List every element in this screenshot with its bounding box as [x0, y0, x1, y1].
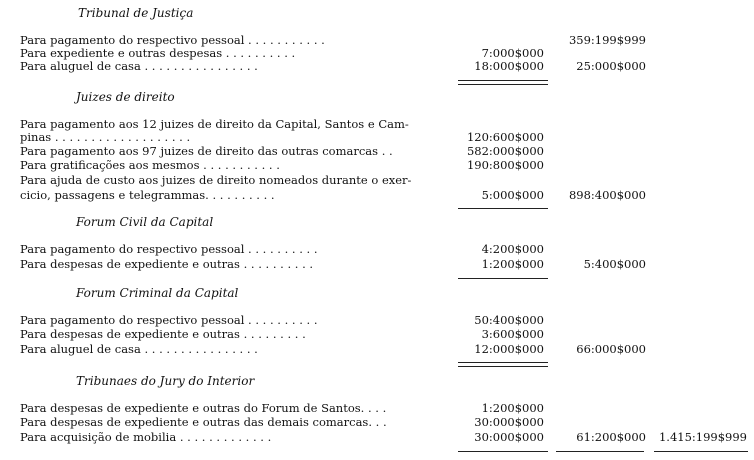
budget-row	[20, 343, 750, 356]
row-amount: 582:000$000	[466, 144, 544, 158]
row-subtotal: 898:400$000	[568, 188, 646, 202]
row-label: Para pagamento do respectivo pessoal . . . . . . . . . . .	[20, 33, 325, 47]
row-label: Para despesas de expediente e outras . . . . . . . . . .	[20, 257, 314, 271]
row-subtotal: 359:199$999	[568, 33, 646, 47]
sum-rule	[458, 451, 548, 452]
row-label: Para despesas de expediente e outras das demais comarcas. . .	[20, 415, 387, 429]
budget-row	[20, 174, 750, 187]
budget-row	[20, 402, 750, 415]
row-total: 1.415:199$999	[658, 430, 747, 444]
row-label: Para despesas de expediente e outras do Forum de Santos. . . .	[20, 401, 387, 415]
row-label: Para acquisição de mobilia . . . . . . . . . . . . .	[20, 430, 272, 444]
row-amount: 3:600$000	[481, 327, 544, 341]
row-amount: 1:200$000	[481, 257, 544, 271]
row-subtotal: 66:000$000	[576, 342, 646, 356]
row-amount: 5:000$000	[481, 188, 544, 202]
budget-row	[20, 328, 750, 341]
budget-row	[20, 145, 750, 158]
budget-row	[20, 416, 750, 429]
sum-rule	[556, 451, 644, 452]
row-amount: 4:200$000	[481, 242, 544, 256]
row-label: Para gratificações aos mesmos . . . . . . . . . . .	[20, 158, 280, 172]
row-label: Para pagamento aos 12 juizes de direito da Capital, Santos e Cam-	[20, 117, 409, 131]
row-amount: 120:600$000	[466, 130, 544, 144]
row-subtotal: 61:200$000	[576, 430, 646, 444]
row-label: Para ajuda de custo aos juizes de direito nomeados durante o exer-	[20, 173, 412, 187]
row-label: Para despesas de expediente e outras . . . . . . . . .	[20, 327, 306, 341]
sum-rule	[458, 84, 548, 85]
budget-row	[20, 189, 750, 202]
row-subtotal: 25:000$000	[576, 59, 646, 73]
row-label: Para pagamento aos 97 juizes de direito das outras comarcas . .	[20, 144, 393, 158]
budget-row	[20, 314, 750, 327]
sum-rule	[458, 366, 548, 367]
row-amount: 50:400$000	[474, 313, 544, 327]
row-amount: 190:800$000	[466, 158, 544, 172]
row-amount: 30:000$000	[474, 430, 544, 444]
section-heading: Tribunaes do Jury do Interior	[76, 374, 255, 388]
row-amount: 1:200$000	[481, 401, 544, 415]
budget-row	[20, 243, 750, 256]
row-label: pinas . . . . . . . . . . . . . . . . . . .	[20, 130, 191, 144]
row-label: Para aluguel de casa . . . . . . . . . . . . . . . .	[20, 59, 258, 73]
section-heading: Tribunal de Justiça	[78, 6, 194, 20]
row-label: cicio, passagens e telegrammas. . . . . . . . . .	[20, 188, 275, 202]
row-label: Para expediente e outras despesas . . . . . . . . . .	[20, 46, 296, 60]
row-label: Para aluguel de casa . . . . . . . . . . . . . . . .	[20, 342, 258, 356]
section-heading: Forum Criminal da Capital	[76, 286, 239, 300]
sum-rule	[458, 208, 548, 209]
sum-rule	[458, 80, 548, 81]
row-amount: 18:000$000	[474, 59, 544, 73]
sum-rule	[458, 278, 548, 279]
budget-row	[20, 258, 750, 271]
row-label: Para pagamento do respectivo pessoal . . . . . . . . . .	[20, 313, 318, 327]
budget-row	[20, 131, 750, 144]
row-amount: 12:000$000	[474, 342, 544, 356]
section-heading: Forum Civil da Capital	[76, 215, 214, 229]
row-amount: 30:000$000	[474, 415, 544, 429]
row-amount: 7:000$000	[481, 46, 544, 60]
budget-row	[20, 60, 750, 73]
row-subtotal: 5:400$000	[583, 257, 646, 271]
budget-row	[20, 159, 750, 172]
section-heading: Juizes de direito	[76, 90, 175, 104]
sum-rule	[458, 362, 548, 363]
row-label: Para pagamento do respectivo pessoal . . . . . . . . . .	[20, 242, 318, 256]
budget-row	[20, 431, 750, 444]
sum-rule	[654, 451, 748, 452]
